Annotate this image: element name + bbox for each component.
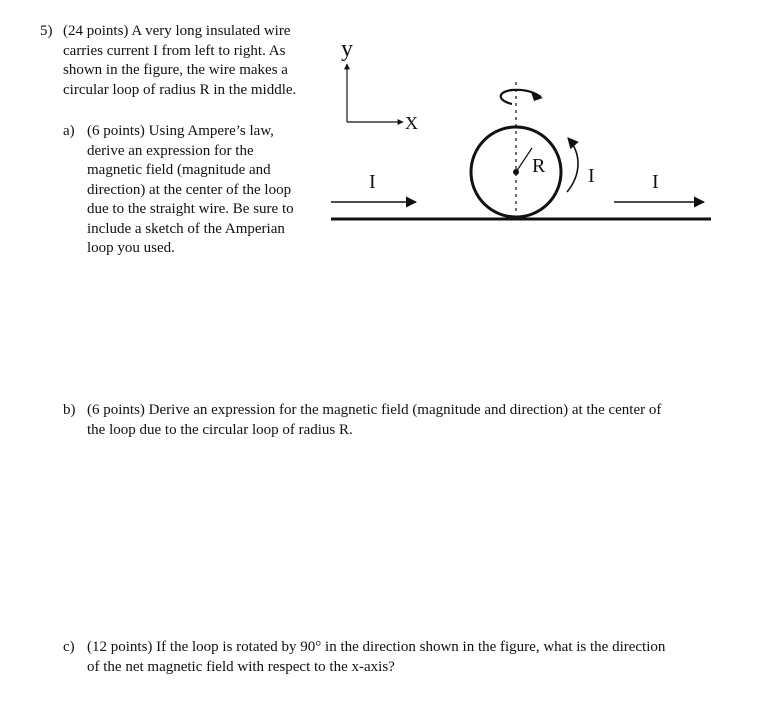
intro-line: carries current I from left to right. As (63, 42, 286, 59)
part-b-line: (6 points) Derive an expression for the magnetic field (magnitude and direction) at the center of (87, 402, 662, 418)
current-left-label: I (369, 171, 376, 193)
radius-line (516, 148, 532, 172)
part-a-line: loop you used. (87, 240, 175, 256)
intro-line: shown in the figure, the wire makes a (63, 62, 288, 78)
part-c-line: (12 points) If the loop is rotated by 90° in the direction shown in the figure, what is the direction (87, 639, 666, 655)
problem-number: 5) (40, 23, 53, 39)
part-a-label: a) (63, 123, 75, 139)
part-c-line: of the net magnetic field with respect to the x-axis? (87, 658, 395, 675)
current-right-label: I (652, 171, 659, 193)
current-middle-label: I (588, 165, 595, 187)
axis-x-label: X (405, 113, 418, 133)
axis-y-label: y (341, 36, 353, 62)
part-a-line: direction) at the center of the loop (87, 181, 292, 198)
radius-label: R (532, 155, 546, 177)
part-a-line: derive an expression for the (87, 142, 254, 159)
loop-current-arrow (567, 138, 578, 192)
part-c-label: c) (63, 639, 75, 655)
coordinate-axes (341, 36, 418, 133)
part-a-line: include a sketch of the Amperian (87, 220, 285, 237)
part-a-line: (6 points) Using Ampere’s law, (87, 123, 274, 139)
rotation-direction-arrow (501, 90, 543, 104)
part-b-line: the loop due to the circular loop of radius R. (87, 421, 353, 438)
intro-line: circular loop of radius R in the middle. (63, 81, 297, 98)
part-a-line: magnetic field (magnitude and (87, 162, 271, 178)
part-b-label: b) (63, 402, 76, 418)
part-a-line: due to the straight wire. Be sure to (87, 201, 294, 217)
intro-line: (24 points) A very long insulated wire (63, 23, 291, 39)
